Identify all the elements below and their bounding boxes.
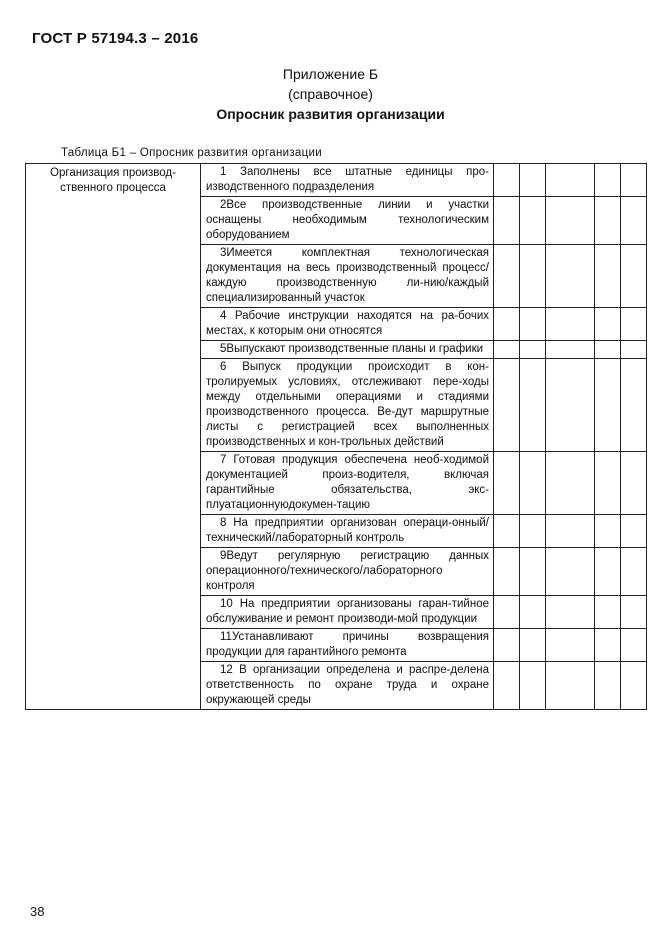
answer-cell[interactable] xyxy=(546,359,595,452)
answer-cell[interactable] xyxy=(520,662,546,710)
answer-cell[interactable] xyxy=(520,308,546,341)
answer-cell[interactable] xyxy=(494,629,520,662)
answer-cell[interactable] xyxy=(595,596,621,629)
answer-cell[interactable] xyxy=(520,452,546,515)
answer-cell[interactable] xyxy=(595,164,621,197)
question-cell: 12 В организации определена и распре-делена ответственность по охране труда и охране окружающей среды xyxy=(201,662,494,710)
answer-cell[interactable] xyxy=(494,548,520,596)
answer-cell[interactable] xyxy=(595,452,621,515)
question-cell: 9Ведут регулярную регистрацию данных операционного/технического/лабораторного контроля xyxy=(201,548,494,596)
answer-cell[interactable] xyxy=(621,308,647,341)
answer-cell[interactable] xyxy=(621,596,647,629)
answer-cell[interactable] xyxy=(595,197,621,245)
answer-cell[interactable] xyxy=(494,662,520,710)
answer-cell[interactable] xyxy=(621,341,647,359)
answer-cell[interactable] xyxy=(546,629,595,662)
question-cell: 1 Заполнены все штатные единицы про-изводственного подразделения xyxy=(201,164,494,197)
answer-cell[interactable] xyxy=(595,341,621,359)
appendix-subtitle: (справочное) xyxy=(288,86,373,102)
answer-cell[interactable] xyxy=(546,548,595,596)
answer-cell[interactable] xyxy=(595,245,621,308)
question-cell: 4 Рабочие инструкции находятся на ра-бочих местах, к которым они относятся xyxy=(201,308,494,341)
question-cell: 3Имеется комплектная технологическая документация на весь производственный процесс/каждую производственную ли-нию/каждый специализированный участок xyxy=(201,245,494,308)
survey-table xyxy=(25,163,647,710)
answer-cell[interactable] xyxy=(494,197,520,245)
answer-cell[interactable] xyxy=(595,548,621,596)
answer-cell[interactable] xyxy=(621,515,647,548)
answer-cell[interactable] xyxy=(546,164,595,197)
answer-cell[interactable] xyxy=(546,197,595,245)
answer-cell[interactable] xyxy=(546,662,595,710)
survey-table-body xyxy=(26,164,647,710)
answer-cell[interactable] xyxy=(520,548,546,596)
question-cell: 8 На предприятии организован операци-онный/технический/лабораторный контроль xyxy=(201,515,494,548)
answer-cell[interactable] xyxy=(546,341,595,359)
answer-cell[interactable] xyxy=(621,548,647,596)
answer-cell[interactable] xyxy=(520,359,546,452)
answer-cell[interactable] xyxy=(595,662,621,710)
answer-cell[interactable] xyxy=(520,515,546,548)
answer-cell[interactable] xyxy=(494,341,520,359)
answer-cell[interactable] xyxy=(546,596,595,629)
answer-cell[interactable] xyxy=(595,629,621,662)
question-cell: 10 На предприятии организованы гаран-тийное обслуживание и ремонт производи-мой продукции xyxy=(201,596,494,629)
answer-cell[interactable] xyxy=(494,308,520,341)
question-cell: 2Все производственные линии и участки оснащены необходимым технологическим оборудованием xyxy=(201,197,494,245)
answer-cell[interactable] xyxy=(494,515,520,548)
appendix-heading: Опросник развития организации xyxy=(216,106,445,122)
answer-cell[interactable] xyxy=(546,308,595,341)
answer-cell[interactable] xyxy=(520,164,546,197)
answer-cell[interactable] xyxy=(621,245,647,308)
answer-cell[interactable] xyxy=(520,197,546,245)
answer-cell[interactable] xyxy=(520,245,546,308)
question-cell: 11Устанавливают причины возвращения продукции для гарантийного ремонта xyxy=(201,629,494,662)
answer-cell[interactable] xyxy=(494,164,520,197)
category-cell: Организация производ-ственного процесса xyxy=(26,164,201,710)
answer-cell[interactable] xyxy=(621,197,647,245)
answer-cell[interactable] xyxy=(621,629,647,662)
answer-cell[interactable] xyxy=(546,245,595,308)
answer-cell[interactable] xyxy=(520,596,546,629)
document-code: ГОСТ Р 57194.3 – 2016 xyxy=(32,30,199,47)
question-cell: 6 Выпуск продукции происходит в кон-тролируемых условиях, отслеживают пере-ходы между отдельными операциями и стадиями производственного процесса. Ве-дут маршрутные листы с регистрацией всех выполненных производственных и кон-трольных действий xyxy=(201,359,494,452)
appendix-header xyxy=(0,64,661,124)
answer-cell[interactable] xyxy=(494,359,520,452)
answer-cell[interactable] xyxy=(494,596,520,629)
answer-cell[interactable] xyxy=(621,164,647,197)
answer-cell[interactable] xyxy=(621,662,647,710)
answer-cell[interactable] xyxy=(595,359,621,452)
table-row xyxy=(26,164,647,197)
answer-cell[interactable] xyxy=(595,515,621,548)
answer-cell[interactable] xyxy=(494,452,520,515)
page-number: 38 xyxy=(30,904,45,919)
answer-cell[interactable] xyxy=(520,629,546,662)
question-cell: 7 Готовая продукция обеспечена необ-ходимой документацией произ-водителя, включая гарантийные обязательства, экс-плуатационнуюдокумен-тацию xyxy=(201,452,494,515)
answer-cell[interactable] xyxy=(546,515,595,548)
answer-cell[interactable] xyxy=(546,452,595,515)
question-cell: 5Выпускают производственные планы и графики xyxy=(201,341,494,359)
answer-cell[interactable] xyxy=(621,359,647,452)
answer-cell[interactable] xyxy=(621,452,647,515)
appendix-title: Приложение Б xyxy=(282,66,379,82)
answer-cell[interactable] xyxy=(520,341,546,359)
answer-cell[interactable] xyxy=(494,245,520,308)
answer-cell[interactable] xyxy=(595,308,621,341)
table-caption: Таблица Б1 – Опросник развития организации xyxy=(61,147,322,159)
